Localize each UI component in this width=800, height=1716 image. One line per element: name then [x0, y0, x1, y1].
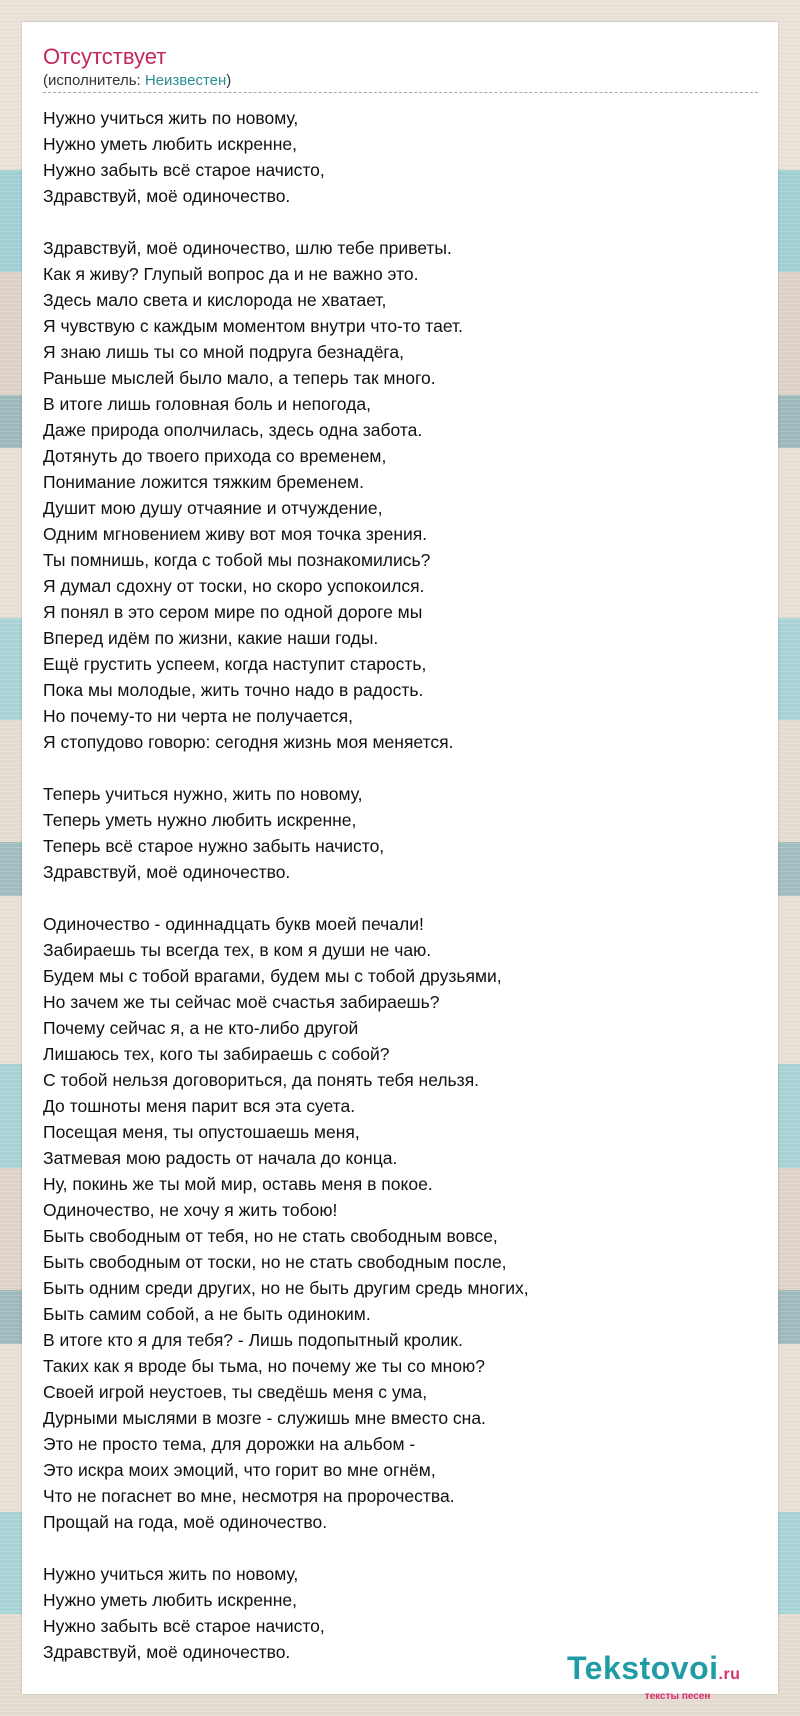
lyrics-line: Быть одним среди других, но не быть другим средь многих,	[43, 1278, 529, 1298]
lyrics-line: Это искра моих эмоций, что горит во мне огнём,	[43, 1460, 436, 1480]
lyrics-line: Быть свободным от тебя, но не стать свободным вовсе,	[43, 1226, 498, 1246]
lyrics-line: Почему сейчас я, а не кто-либо другой	[43, 1018, 359, 1038]
lyrics-line: Ну, покинь же ты мой мир, оставь меня в покое.	[43, 1174, 433, 1194]
lyrics-line: Раньше мыслей было мало, а теперь так много.	[43, 368, 436, 388]
lyrics-line: Я стопудово говорю: сегодня жизнь моя меняется.	[43, 732, 454, 752]
lyrics-line: Теперь учиться нужно, жить по новому,	[43, 784, 363, 804]
lyrics-stanza	[43, 781, 758, 885]
lyrics-line: Теперь всё старое нужно забыть начисто,	[43, 836, 385, 856]
lyrics-text	[43, 105, 758, 1665]
performer-suffix: )	[226, 72, 232, 89]
lyrics-stanza	[43, 105, 758, 209]
lyrics-line: Нужно забыть всё старое начисто,	[43, 160, 325, 180]
performer-prefix: (исполнитель:	[43, 72, 145, 89]
lyrics-line: Нужно забыть всё старое начисто,	[43, 1616, 325, 1636]
lyrics-line: Прощай на года, моё одиночество.	[43, 1512, 328, 1532]
title-divider	[43, 92, 758, 93]
lyrics-line: В итоге лишь головная боль и непогода,	[43, 394, 371, 414]
song-title: Отсутствует	[43, 44, 167, 69]
lyrics-line: Будем мы с тобой врагами, будем мы с тобой друзьями,	[43, 966, 502, 986]
lyrics-line: Понимание ложится тяжким бременем.	[43, 472, 364, 492]
lyrics-line: Своей игрой неустоев, ты сведёшь меня с ума,	[43, 1382, 428, 1402]
performer-link[interactable]: Неизвестен	[144, 72, 227, 89]
lyrics-line: Я думал сдохну от тоски, но скоро успокоился.	[43, 576, 425, 596]
lyrics-line: Вперед идём по жизни, какие наши годы.	[43, 628, 379, 648]
lyrics-line: Здравствуй, моё одиночество, шлю тебе приветы.	[43, 238, 452, 258]
logo-name: Tekstovoi	[567, 1650, 719, 1686]
lyrics-line: Душит мою душу отчаяние и отчуждение,	[43, 498, 383, 518]
lyrics-line: Затмевая мою радость от начала до конца.	[43, 1148, 398, 1168]
logo-tld: .ru	[718, 1666, 741, 1683]
lyrics-line: Это не просто тема, для дорожки на альбом -	[43, 1434, 416, 1454]
lyrics-line: В итоге кто я для тебя? - Лишь подопытный кролик.	[43, 1330, 463, 1350]
logo-tagline: тексты песен	[644, 1691, 711, 1702]
site-logo[interactable]	[567, 1652, 740, 1702]
logo-wordmark	[567, 1652, 740, 1691]
lyrics-line: Здравствуй, моё одиночество.	[43, 862, 291, 882]
lyrics-stanza	[43, 235, 758, 755]
lyrics-line: Но почему-то ни черта не получается,	[43, 706, 353, 726]
lyrics-line: С тобой нельзя договориться, да понять тебя нельзя.	[43, 1070, 480, 1090]
lyrics-line: Забираешь ты всегда тех, в ком я души не чаю.	[43, 940, 432, 960]
lyrics-line: Нужно уметь любить искренне,	[43, 134, 297, 154]
lyrics-line: Посещая меня, ты опустошаешь меня,	[43, 1122, 360, 1142]
lyrics-line: Я знаю лишь ты со мной подруга безнадёга,	[43, 342, 405, 362]
lyrics-line: Нужно учиться жить по новому,	[43, 108, 299, 128]
lyrics-line: Одиночество - одиннадцать букв моей печали!	[43, 914, 424, 934]
lyrics-line: Ты помнишь, когда с тобой мы познакомились?	[43, 550, 431, 570]
lyrics-line: Здравствуй, моё одиночество.	[43, 1642, 291, 1662]
lyrics-line: Я чувствую с каждым моментом внутри что-то тает.	[43, 316, 463, 336]
lyrics-card	[22, 22, 778, 1694]
performer-line	[43, 72, 231, 90]
lyrics-line: Но зачем же ты сейчас моё счастья забираешь?	[43, 992, 440, 1012]
lyrics-line: Что не погаснет во мне, несмотря на пророчества.	[43, 1486, 455, 1506]
lyrics-line: Как я живу? Глупый вопрос да и не важно это.	[43, 264, 419, 284]
lyrics-stanza	[43, 911, 758, 1535]
lyrics-line: Пока мы молодые, жить точно надо в радость.	[43, 680, 424, 700]
lyrics-line: Нужно уметь любить искренне,	[43, 1590, 297, 1610]
lyrics-line: Здравствуй, моё одиночество.	[43, 186, 291, 206]
lyrics-line: Одиночество, не хочу я жить тобою!	[43, 1200, 338, 1220]
lyrics-line: Здесь мало света и кислорода не хватает,	[43, 290, 387, 310]
lyrics-line: Нужно учиться жить по новому,	[43, 1564, 299, 1584]
lyrics-line: Даже природа ополчилась, здесь одна забота.	[43, 420, 423, 440]
lyrics-line: Таких как я вроде бы тьма, но почему же ты со мною?	[43, 1356, 485, 1376]
lyrics-line: Лишаюсь тех, кого ты забираешь с собой?	[43, 1044, 390, 1064]
lyrics-line: Быть свободным от тоски, но не стать свободным после,	[43, 1252, 507, 1272]
lyrics-line: Я понял в это сером мире по одной дороге мы	[43, 602, 423, 622]
lyrics-line: Одним мгновением живу вот моя точка зрения.	[43, 524, 428, 544]
lyrics-line: Теперь уметь нужно любить искренне,	[43, 810, 357, 830]
lyrics-line: До тошноты меня парит вся эта суета.	[43, 1096, 356, 1116]
lyrics-line: Быть самим собой, а не быть одиноким.	[43, 1304, 371, 1324]
lyrics-line: Дурными мыслями в мозге - служишь мне вместо сна.	[43, 1408, 486, 1428]
lyrics-line: Дотянуть до твоего прихода со временем,	[43, 446, 387, 466]
lyrics-line: Ещё грустить успеем, когда наступит старость,	[43, 654, 427, 674]
